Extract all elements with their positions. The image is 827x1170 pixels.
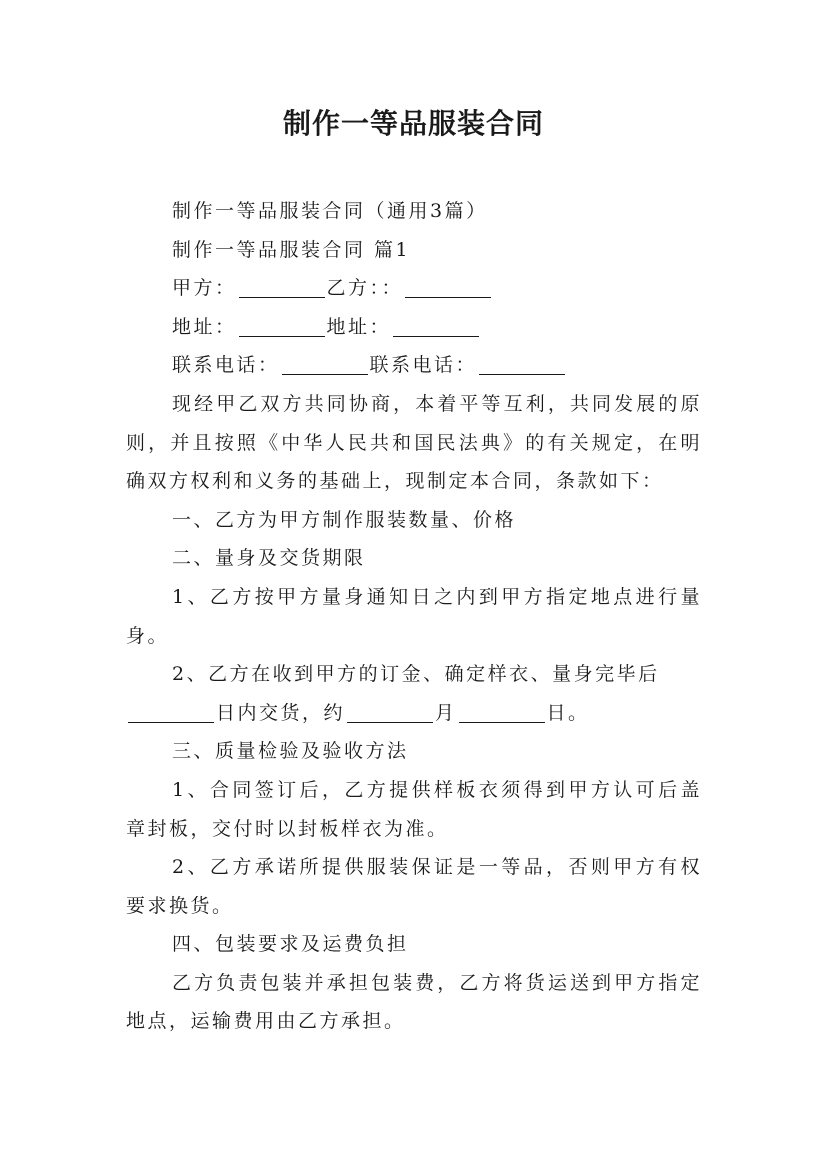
phone-a-blank (282, 352, 368, 375)
document-subtitle: 制作一等品服装合同（通用3篇） (172, 200, 488, 222)
document-body (126, 192, 702, 1041)
party-b-blank (405, 275, 491, 298)
party-b-label: 乙方：： (326, 277, 404, 300)
delivery-month-blank (347, 700, 433, 723)
clause-2-2-month: 月 (435, 701, 457, 724)
clause-3-1: 1、合同签订后，乙方提供样板衣须得到甲方认可后盖章封板，交付时以封板样衣为准。 (126, 778, 702, 840)
clause-2-2 (126, 655, 702, 732)
clause-2-2-days: 日内交货，约 (216, 701, 346, 724)
clause-2-2-day: 日。 (546, 701, 590, 724)
address-b-blank (393, 314, 479, 337)
clause-4-heading: 四、包装要求及运费负担 (172, 933, 409, 956)
clause-2-heading: 二、量身及交货期限 (172, 547, 366, 570)
clause-3-heading: 三、质量检验及验收方法 (172, 740, 409, 763)
phone-a-label: 联系电话： (172, 354, 280, 377)
section-heading: 制作一等品服装合同 篇1 (172, 238, 411, 261)
address-a-blank (239, 314, 325, 337)
address-line (126, 308, 702, 347)
delivery-days-blank (128, 700, 214, 723)
phone-line (126, 346, 702, 385)
party-a-blank (239, 275, 325, 298)
party-line (126, 269, 702, 308)
phone-b-blank (479, 352, 565, 375)
clause-1-heading: 一、乙方为甲方制作服装数量、价格 (172, 508, 517, 531)
clause-2-1: 1、乙方按甲方量身通知日之内到甲方指定地点进行量身。 (126, 585, 702, 647)
address-a-label: 地址： (172, 315, 237, 338)
clause-2-2-pre: 2、乙方在收到甲方的订金、确定样衣、量身完毕后 (172, 663, 660, 686)
delivery-day-blank (459, 700, 545, 723)
party-a-label: 甲方： (172, 277, 237, 300)
address-b-label: 地址： (326, 315, 392, 338)
document-title: 制作一等品服装合同 (282, 107, 544, 140)
intro-paragraph: 现经甲乙双方共同协商，本着平等互利，共同发展的原则，并且按照《中华人民共和国民法典》的有关规定，在明确双方权利和义务的基础上，现制定本合同，条款如下： (126, 392, 702, 493)
clause-3-2: 2、乙方承诺所提供服装保证是一等品，否则甲方有权要求换货。 (126, 856, 702, 917)
phone-b-label: 联系电话： (369, 354, 478, 377)
clause-4-body: 乙方负责包装并承担包装费，乙方将货运送到甲方指定地点，运输费用由乙方承担。 (126, 971, 702, 1033)
